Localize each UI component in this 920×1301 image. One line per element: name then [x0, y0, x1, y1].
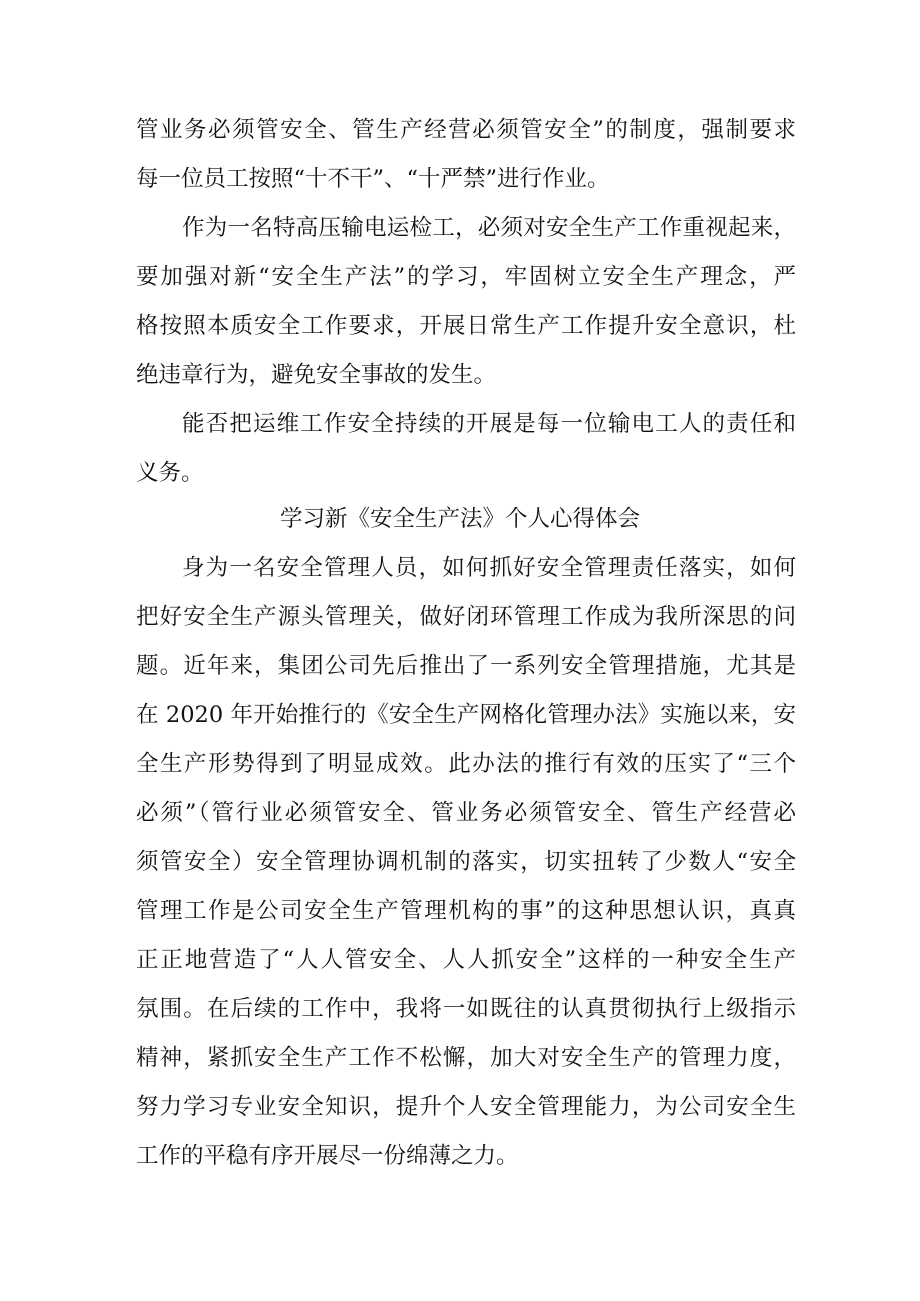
section-paragraph-line-7: 须管安全）安全管理协调机制的落实，切实扭转了少数人“安全 — [136, 849, 796, 875]
section-paragraph-line-12: 努力学习专业安全知识，提升个人安全管理能力，为公司安全生 — [136, 1094, 796, 1120]
paragraph-2-line-1: 作为一名特高压输电运检工，必须对安全生产工作重视起来， — [182, 215, 796, 241]
section-title: 学习新《安全生产法》个人心得体会 — [279, 506, 640, 532]
section-paragraph-line-4: 在 2020 年开始推行的《安全生产网格化管理办法》实施以来，安 — [136, 702, 796, 728]
paragraph-3-line-2: 义务。 — [136, 460, 204, 486]
paragraph-2-line-2: 要加强对新“安全生产法”的学习，牢固树立安全生产理念，严 — [136, 264, 796, 290]
section-paragraph-line-13: 工作的平稳有序开展尽一份绵薄之力。 — [136, 1143, 519, 1169]
section-paragraph-line-1: 身为一名安全管理人员，如何抓好安全管理责任落实，如何 — [182, 555, 796, 581]
section-paragraph-line-3: 题。近年来，集团公司先后推出了一系列安全管理措施，尤其是 — [136, 653, 796, 679]
paragraph-2-line-3: 格按照本质安全工作要求，开展日常生产工作提升安全意识，杜 — [136, 313, 796, 339]
section-paragraph-line-8: 管理工作是公司安全生产管理机构的事”的这种思想认识，真真 — [136, 898, 796, 924]
paragraph-2-line-4: 绝违章行为，避免安全事故的发生。 — [136, 362, 497, 388]
section-paragraph-line-2: 把好安全生产源头管理关，做好闭环管理工作成为我所深思的问 — [136, 604, 796, 630]
section-paragraph-line-11: 精神，紧抓安全生产工作不松懈，加大对安全生产的管理力度， — [136, 1045, 796, 1071]
section-paragraph-line-9: 正正地营造了“人人管安全、人人抓安全”这样的一种安全生产 — [136, 947, 796, 973]
section-paragraph-line-6: 必须”（管行业必须管安全、管业务必须管安全、管生产经营必 — [136, 800, 796, 826]
section-paragraph-line-10: 氛围。在后续的工作中，我将一如既往的认真贯彻执行上级指示 — [136, 996, 796, 1022]
paragraph-3-line-1: 能否把运维工作安全持续的开展是每一位输电工人的责任和 — [182, 411, 796, 437]
paragraph-1-line-1: 管业务必须管安全、管生产经营必须管安全”的制度，强制要求 — [136, 117, 796, 143]
paragraph-1-line-2: 每一位员工按照“十不干”、“十严禁”进行作业。 — [136, 166, 610, 192]
section-paragraph-line-5: 全生产形势得到了明显成效。此办法的推行有效的压实了“三个 — [136, 751, 796, 777]
